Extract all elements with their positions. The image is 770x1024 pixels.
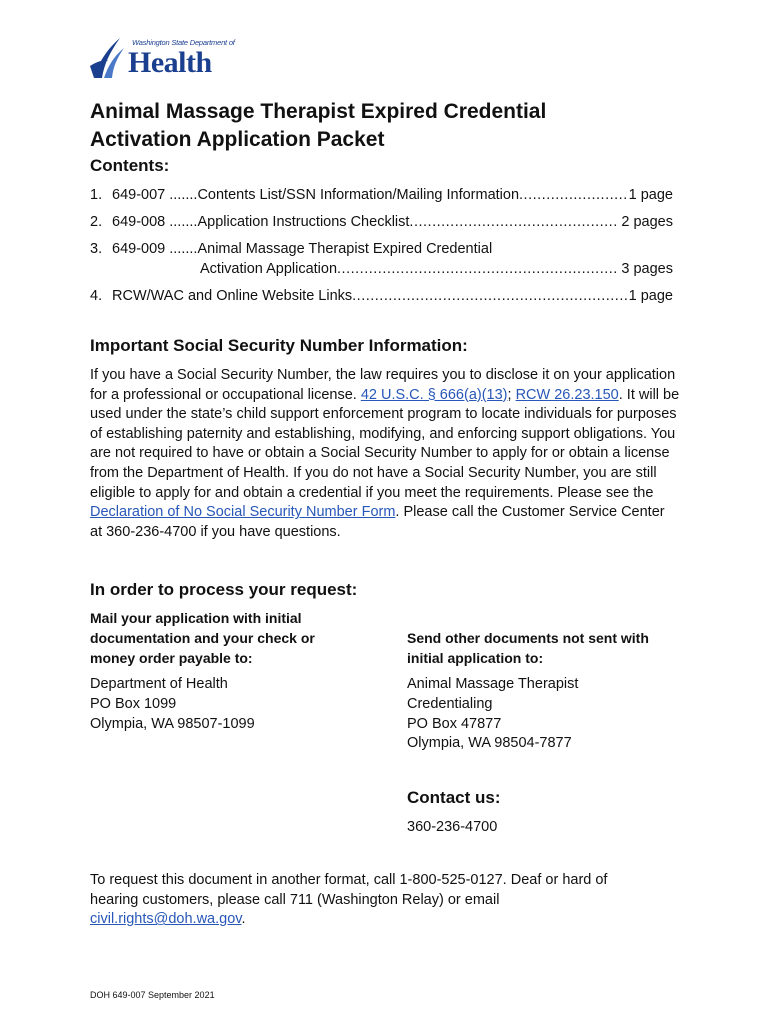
contact-phone: 360-236-4700 <box>407 819 498 835</box>
logo-mark-icon <box>88 36 128 80</box>
mail-address: Department of Health PO Box 1099 Olympia, WA 98507-1099 <box>90 676 255 732</box>
toc-item-2: 2. 649-008 ....... Application Instructions Checklist ..... 2 pages <box>90 212 673 232</box>
title-line-2: Activation Application Packet <box>90 128 385 151</box>
ssn-paragraph: If you have a Social Security Number, the law requires you to disclose it on your application for a professional or occupational license. 42 U.S.C. § 666(a)(13); RCW 26.23.150. It will be used under the state’s child support enforcement program to locate individuals for purposes of establishing paternity and establishing, modifying, and enforcing support obligations. You are not required to have or obtain a Social Security Number to apply for or obtain a license from the Department of Health. If you do not have a Social Security Number, you are still eligible to apply for and obtain a credential if you meet the requirements. Please see the Declaration of No Social Security Number Form. Please call the Customer Service Center at 360-236-4700 if you have questions. <box>90 367 680 540</box>
civil-rights-email-link[interactable]: civil.rights@doh.wa.gov <box>90 911 242 928</box>
toc-item-1: 1. 649-007 ....... Contents List/SSN Information/Mailing Information ..... 1 page <box>90 185 673 205</box>
alt-format-paragraph: To request this document in another format, call 1-800-525-0127. Deaf or hard of hearing customers, please call 711 (Washington Relay) or email civil.rights@doh.wa.gov. <box>90 872 608 928</box>
logo-tagline: Washington State Department of <box>132 38 235 47</box>
toc-item-3: 3. 649-009 ....... Animal Massage Therapist Expired Credential Activation Application ..... 3 pages <box>90 239 673 279</box>
contact-heading: Contact us: <box>407 788 501 807</box>
mail-heading: Mail your application with initial documentation and your check or money order payable to: <box>90 610 315 666</box>
other-docs-address: Animal Massage Therapist Credentialing PO Box 47877 Olympia, WA 98504-7877 <box>407 676 579 752</box>
usc-link[interactable]: 42 U.S.C. § 666(a)(13) <box>360 386 508 403</box>
no-ssn-declaration-link[interactable]: Declaration of No Social Security Number Form <box>90 504 396 521</box>
rcw-link[interactable]: RCW 26.23.150 <box>515 386 619 403</box>
page-title <box>90 98 690 154</box>
process-heading: In order to process your request: <box>90 580 358 599</box>
title-line-1: Animal Massage Therapist Expired Credential <box>90 100 547 123</box>
logo-word: Health <box>128 46 212 79</box>
doh-logo <box>88 36 235 80</box>
toc-item-4: 4. RCW/WAC and Online Website Links ..... 1 page <box>90 286 673 306</box>
contents-heading: Contents: <box>90 156 170 175</box>
form-footer: DOH 649-007 September 2021 <box>90 990 215 1000</box>
other-docs-heading: Send other documents not sent with initial application to: <box>407 630 649 666</box>
ssn-heading: Important Social Security Number Information: <box>90 336 468 355</box>
